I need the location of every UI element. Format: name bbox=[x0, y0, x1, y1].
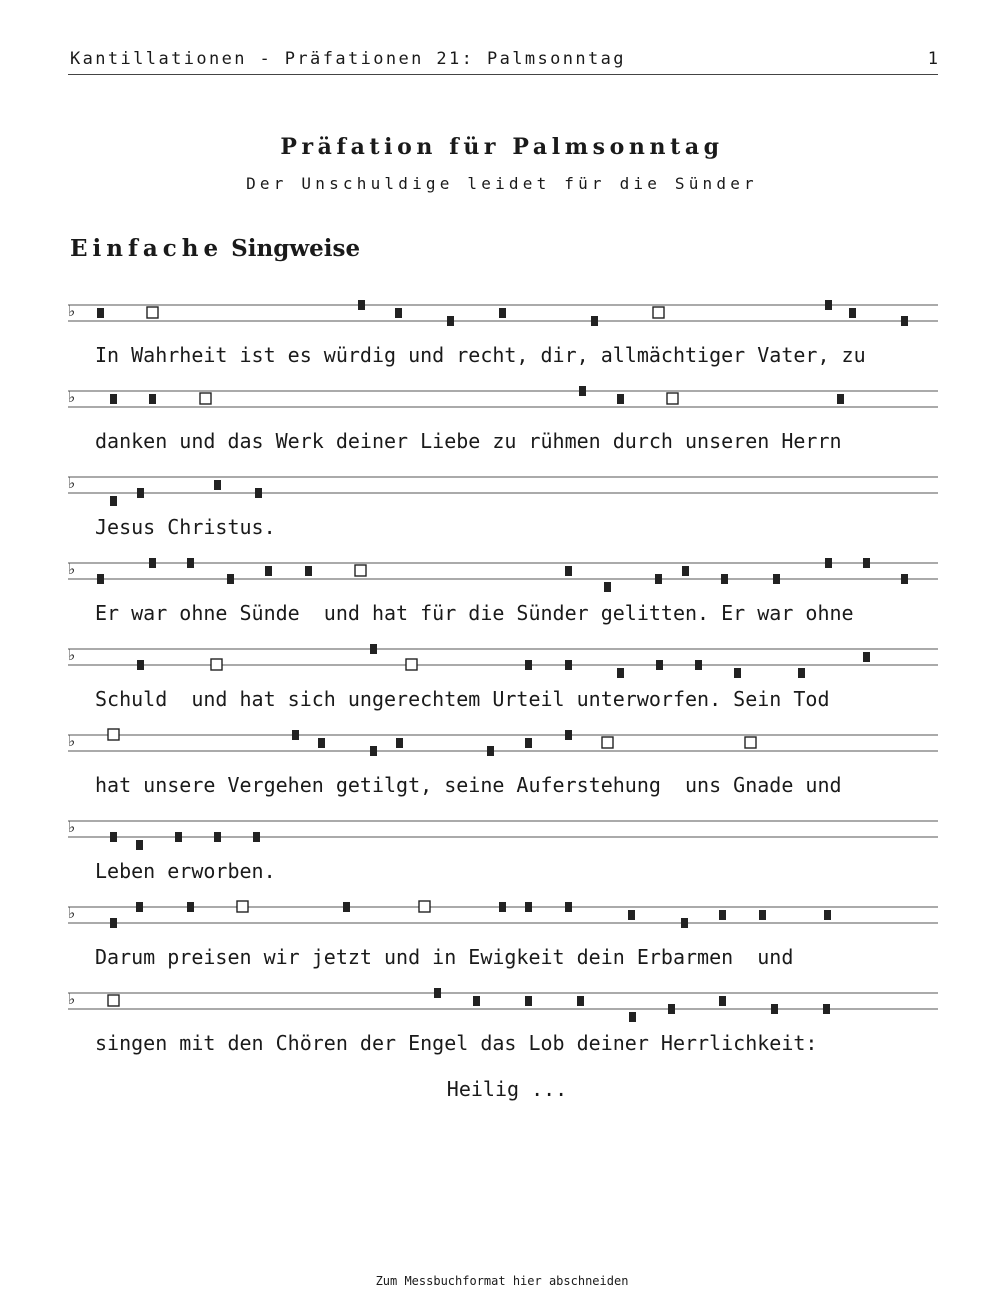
lyric-line: In Wahrheit ist es würdig und recht, dir, allmächtiger Vater, zu bbox=[95, 343, 866, 367]
punctum-note bbox=[255, 488, 262, 498]
open-note bbox=[355, 565, 366, 576]
open-note bbox=[147, 307, 158, 318]
punctum-note bbox=[695, 660, 702, 670]
open-note bbox=[745, 737, 756, 748]
open-note bbox=[406, 659, 417, 670]
punctum-note bbox=[253, 832, 260, 842]
punctum-note bbox=[734, 668, 741, 678]
punctum-note bbox=[719, 996, 726, 1006]
punctum-note bbox=[565, 730, 572, 740]
flat-clef: ♭ bbox=[68, 990, 76, 1008]
punctum-note bbox=[628, 910, 635, 920]
flat-clef: ♭ bbox=[68, 302, 76, 320]
lyric-line: Er war ohne Sünde und hat für die Sünder gelitten. Er war ohne bbox=[95, 601, 854, 625]
punctum-note bbox=[591, 316, 598, 326]
punctum-note bbox=[395, 308, 402, 318]
punctum-note bbox=[617, 394, 624, 404]
flat-clef: ♭ bbox=[68, 818, 76, 836]
punctum-note bbox=[773, 574, 780, 584]
punctum-note bbox=[110, 496, 117, 506]
punctum-note bbox=[137, 488, 144, 498]
punctum-note bbox=[214, 480, 221, 490]
punctum-note bbox=[343, 902, 350, 912]
flat-clef: ♭ bbox=[68, 560, 76, 578]
punctum-note bbox=[577, 996, 584, 1006]
punctum-note bbox=[863, 558, 870, 568]
punctum-note bbox=[668, 1004, 675, 1014]
page-number: 1 bbox=[927, 49, 938, 69]
punctum-note bbox=[318, 738, 325, 748]
page-title: Präfation für Palmsonntag bbox=[280, 134, 724, 160]
punctum-note bbox=[149, 394, 156, 404]
punctum-note bbox=[187, 558, 194, 568]
punctum-note bbox=[837, 394, 844, 404]
lyric-line: Jesus Christus. bbox=[95, 515, 276, 539]
open-note bbox=[419, 901, 430, 912]
punctum-note bbox=[487, 746, 494, 756]
punctum-note bbox=[579, 386, 586, 396]
punctum-note bbox=[719, 910, 726, 920]
lyric-line: singen mit den Chören der Engel das Lob deiner Herrlichkeit: bbox=[95, 1031, 818, 1055]
open-note bbox=[653, 307, 664, 318]
flat-clef: ♭ bbox=[68, 388, 76, 406]
punctum-note bbox=[681, 918, 688, 928]
punctum-note bbox=[265, 566, 272, 576]
punctum-note bbox=[849, 308, 856, 318]
punctum-note bbox=[604, 582, 611, 592]
open-note bbox=[667, 393, 678, 404]
punctum-note bbox=[617, 668, 624, 678]
punctum-note bbox=[396, 738, 403, 748]
punctum-note bbox=[434, 988, 441, 998]
running-header: Kantillationen - Präfationen 21: Palmsonntag bbox=[70, 49, 626, 69]
punctum-note bbox=[655, 574, 662, 584]
punctum-note bbox=[110, 394, 117, 404]
flat-clef: ♭ bbox=[68, 904, 76, 922]
punctum-note bbox=[358, 300, 365, 310]
punctum-note bbox=[565, 902, 572, 912]
punctum-note bbox=[771, 1004, 778, 1014]
lyric-line: Leben erworben. bbox=[95, 859, 276, 883]
punctum-note bbox=[187, 902, 194, 912]
flat-clef: ♭ bbox=[68, 474, 76, 492]
lyric-line: Schuld und hat sich ungerechtem Urteil unterworfen. Sein Tod bbox=[95, 687, 830, 711]
punctum-note bbox=[370, 644, 377, 654]
section-word-1: Einfache bbox=[70, 235, 224, 262]
open-note bbox=[108, 995, 119, 1006]
lyric-line: danken und das Werk deiner Liebe zu rühmen durch unseren Herrn bbox=[95, 429, 842, 453]
flat-clef: ♭ bbox=[68, 646, 76, 664]
open-note bbox=[211, 659, 222, 670]
punctum-note bbox=[136, 840, 143, 850]
punctum-note bbox=[525, 902, 532, 912]
clefs bbox=[68, 302, 75, 1008]
punctum-note bbox=[798, 668, 805, 678]
punctum-note bbox=[825, 300, 832, 310]
punctum-note bbox=[110, 918, 117, 928]
open-note bbox=[200, 393, 211, 404]
punctum-note bbox=[901, 316, 908, 326]
punctum-note bbox=[824, 910, 831, 920]
punctum-note bbox=[473, 996, 480, 1006]
punctum-note bbox=[525, 660, 532, 670]
punctum-note bbox=[565, 566, 572, 576]
punctum-note bbox=[656, 660, 663, 670]
section-word-2: Singweise bbox=[231, 235, 361, 262]
open-note bbox=[108, 729, 119, 740]
footer-note: Zum Messbuchformat hier abschneiden bbox=[375, 1274, 629, 1288]
punctum-note bbox=[305, 566, 312, 576]
punctum-note bbox=[97, 308, 104, 318]
punctum-note bbox=[629, 1012, 636, 1022]
punctum-note bbox=[137, 660, 144, 670]
punctum-note bbox=[863, 652, 870, 662]
punctum-note bbox=[565, 660, 572, 670]
punctum-note bbox=[97, 574, 104, 584]
open-note bbox=[237, 901, 248, 912]
punctum-note bbox=[901, 574, 908, 584]
open-note bbox=[602, 737, 613, 748]
punctum-note bbox=[292, 730, 299, 740]
punctum-note bbox=[175, 832, 182, 842]
punctum-note bbox=[682, 566, 689, 576]
chant-notes bbox=[97, 300, 908, 1022]
punctum-note bbox=[825, 558, 832, 568]
punctum-note bbox=[525, 996, 532, 1006]
punctum-note bbox=[136, 902, 143, 912]
punctum-note bbox=[447, 316, 454, 326]
punctum-note bbox=[499, 308, 506, 318]
lyric-line: hat unsere Vergehen getilgt, seine Auferstehung uns Gnade und bbox=[95, 773, 842, 797]
flat-clef: ♭ bbox=[68, 732, 76, 750]
punctum-note bbox=[370, 746, 377, 756]
punctum-note bbox=[823, 1004, 830, 1014]
page-subtitle: Der Unschuldige leidet für die Sünder bbox=[246, 174, 758, 193]
punctum-note bbox=[214, 832, 221, 842]
punctum-note bbox=[149, 558, 156, 568]
punctum-note bbox=[110, 832, 117, 842]
punctum-note bbox=[721, 574, 728, 584]
ending-text: Heilig ... bbox=[446, 1077, 568, 1101]
punctum-note bbox=[227, 574, 234, 584]
lyric-line: Darum preisen wir jetzt und in Ewigkeit dein Erbarmen und bbox=[95, 945, 794, 969]
punctum-note bbox=[525, 738, 532, 748]
punctum-note bbox=[499, 902, 506, 912]
punctum-note bbox=[759, 910, 766, 920]
